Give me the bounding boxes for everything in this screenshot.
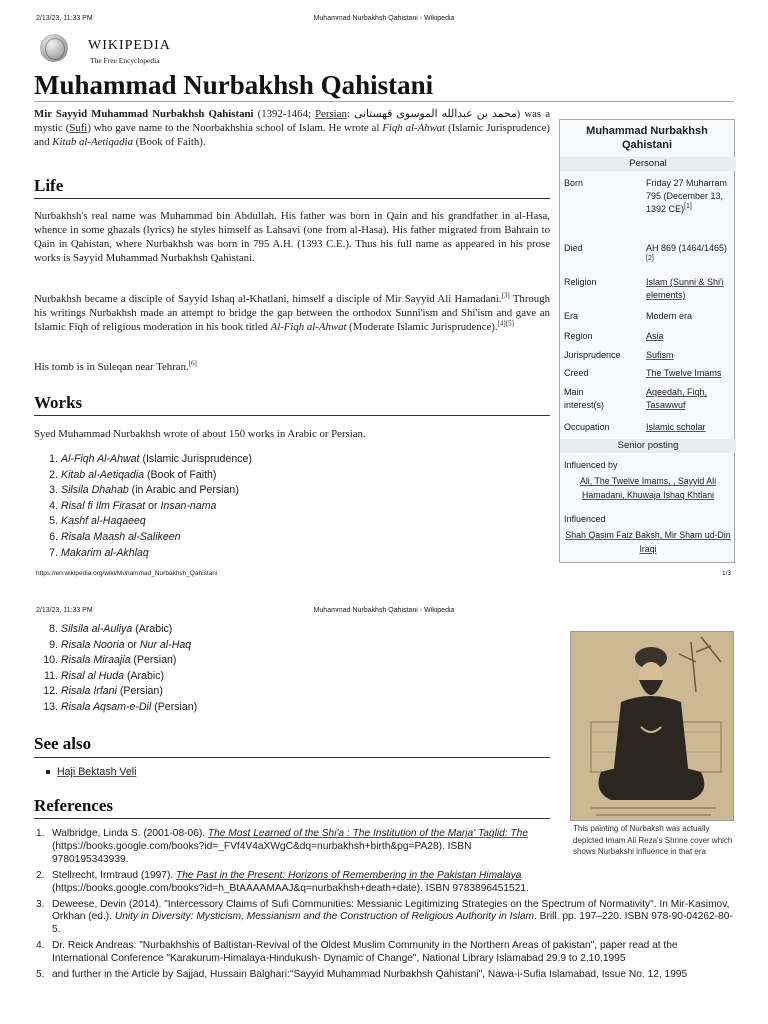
ref-number: 3. xyxy=(36,898,45,910)
died-value: AH 869 (1464/1465) xyxy=(646,243,728,253)
nurbakhsh-painting[interactable] xyxy=(570,631,734,821)
fiqh-title: Al-Fiqh al-Ahwat xyxy=(270,321,347,333)
life-paragraph-3 xyxy=(34,360,550,374)
lead-paragraph xyxy=(34,107,550,149)
infobox-label: Religion xyxy=(564,277,597,287)
sufi-link[interactable]: Sufi xyxy=(69,122,88,134)
works-item xyxy=(40,452,252,468)
lead-text: ) was a mystic ( xyxy=(34,108,551,134)
ref-book-link[interactable]: The Past in the Present: Horizons of Remembering in the Pakistan Himalaya xyxy=(176,869,522,881)
ref-book-title: Unity in Diversity: Mysticism, Messianism and the Construction of Religious Authority in Islam xyxy=(114,911,535,923)
work-note: (in Arabic and Persian) xyxy=(128,484,239,497)
wikipedia-globe-icon xyxy=(40,34,68,62)
ref-book-link[interactable]: The Most Learned of the Shi'a : The Institution of the Marja' Taqlid: The xyxy=(207,828,528,839)
painting-caption: This painting of Nurbaksh was actually depicted Imam Ali Reza's Shrine cover which shows Nurbakshi influence in that era xyxy=(573,824,733,856)
works-item xyxy=(40,483,252,499)
painting-illustration xyxy=(571,632,734,821)
work-title: Silsila al-Auliya xyxy=(61,623,133,635)
work-title: Risal al Huda xyxy=(61,669,125,682)
works-list-page2 xyxy=(40,622,197,716)
lead-text: (Islamic Jurisprudence) and xyxy=(34,122,550,148)
work-title: Nur al-Haq xyxy=(139,638,192,651)
infobox-title: Muhammad Nurbakhsh Qahistani xyxy=(586,125,708,151)
life-paragraph-1: Nurbakhsh's real name was Muhammad bin Abdullah. His father was born in Qain and his grandfather in al-Hasa, whence in some ghazals (lyrics) he styles himself as Lahsavi (one from al-Hasa). His father migrated from Bahrain to Qain in Qahistan, where Nurbakhsh was born in 795 A.H. (1393 C.E.). Thus his full name as appeared in his prose works is Sayyid Muhammad Nurbakhsh Qahistani. xyxy=(34,210,550,264)
item-number: 1. xyxy=(49,453,58,465)
sufism-link[interactable]: Sufism xyxy=(646,350,674,360)
life-text: (Moderate Islamic Jurisprudence). xyxy=(346,321,498,333)
influenced-by-links[interactable]: Ali, The Twelve Imams, , Sayyid Ali Hamadani, Khuwaja Ishaq Khtlani xyxy=(579,476,717,500)
citation-1[interactable]: [1] xyxy=(684,203,692,210)
works-item xyxy=(40,468,252,484)
work-title: Kashf al-Haqaeeq xyxy=(61,515,146,528)
religion-link[interactable]: Islam (Sunni & Shi'i elements) xyxy=(646,277,724,300)
item-number: 5. xyxy=(49,515,58,528)
work-note: (Islamic Jurisprudence) xyxy=(139,453,252,465)
kitab-title: Kitab al-Aetiqadia xyxy=(52,136,133,148)
infobox-label: Occupation xyxy=(564,422,610,432)
works-item xyxy=(40,653,197,669)
work-note: (Persian) xyxy=(116,685,163,698)
bullet-icon xyxy=(46,770,50,774)
work-note: (Persian) xyxy=(151,700,198,713)
work-title: Risala Miraajia xyxy=(61,654,131,667)
print-date: 2/13/23, 11:33 PM xyxy=(36,607,93,614)
infobox-label: Region xyxy=(564,331,593,341)
works-item xyxy=(40,669,197,685)
work-note: or xyxy=(124,638,140,651)
works-item xyxy=(40,684,197,700)
infobox-section-senior: Senior posting xyxy=(560,439,736,453)
work-title: Risala Maash al-Salikeen xyxy=(61,530,181,543)
reference-item xyxy=(36,870,550,896)
item-number: 3. xyxy=(49,484,58,497)
infobox-label: Born xyxy=(564,178,584,188)
print-doc-title: Muhammad Nurbakhsh Qahistani - Wikipedia xyxy=(313,15,455,22)
print-date: 2/13/23, 11:33 PM xyxy=(36,15,93,22)
ref-text: . Brill. pp. 197–220. ISBN 978-90-04262-80-5. xyxy=(52,911,733,936)
work-note: (Book of Faith) xyxy=(144,468,217,481)
work-title: Risal fi Ilm Firasat xyxy=(61,499,146,512)
life-paragraph-2 xyxy=(34,292,550,334)
influenced-links[interactable]: Shah Qasim Faiz Baksh, Mir Sham ud-Din Iraqi xyxy=(565,530,731,554)
life-text: Nurbakhsh became a disciple of Sayyid Ishaq al-Khatlani, himself a disciple of Mir Sayyid Ali Hamadani. xyxy=(34,293,502,305)
section-heading-works: Works xyxy=(34,393,83,412)
item-number: 11. xyxy=(44,669,58,682)
infobox-label-influenced-by: Influenced by xyxy=(564,460,618,470)
works-divider xyxy=(34,415,550,416)
item-number: 7. xyxy=(49,546,58,559)
works-intro: Syed Muhammad Nurbakhsh wrote of about 150 works in Arabic or Persian. xyxy=(34,428,366,440)
ref-text: Dr. Reick Andreas: "Nurbakhshis of Baltistan-Revival of the Oldest Muslim Community in the Northern Areas of pakistan", paper read at the International Conference "Karakurum-Himalaya-Hindukush- Dynamic of Change", National Library Islamabad 29.9 to 2.10.1995 xyxy=(52,940,678,965)
ref-number: 1. xyxy=(36,828,45,839)
life-divider xyxy=(34,198,550,199)
life-text: His tomb is in Suleqan near Tehran. xyxy=(34,361,189,373)
references-divider xyxy=(34,818,550,819)
work-title: Risala Nooria xyxy=(61,638,125,651)
infobox-value xyxy=(646,177,734,216)
see-also-divider xyxy=(34,757,550,758)
citation-4-5[interactable]: [4][5] xyxy=(497,319,514,328)
infobox-value xyxy=(646,242,734,268)
reference-item xyxy=(36,899,736,938)
scholar-link[interactable]: Islamic scholar xyxy=(646,422,706,432)
reference-item xyxy=(36,828,550,867)
works-item xyxy=(40,514,252,530)
section-heading-life: Life xyxy=(34,176,64,195)
title-divider xyxy=(34,101,734,102)
work-title: Kitab al-Aetiqadia xyxy=(61,468,145,481)
item-number: 6. xyxy=(49,530,58,543)
ref-number: 4. xyxy=(36,940,45,952)
citation-6[interactable]: [6] xyxy=(188,359,197,368)
work-title: Silsila Dhahab xyxy=(61,484,129,497)
work-note: or xyxy=(145,499,161,512)
work-title: Risala Aqsam-e-Dil xyxy=(61,700,152,713)
life-text: Through his writings Nurbakhsh made an attempt to bridge the gap between the orthodox Sunni'ism and Shi'ism and gave an Islamic Fiqh of religious moderation in his book titled xyxy=(34,293,551,333)
persian-link[interactable]: Persian xyxy=(315,108,347,120)
infobox xyxy=(559,119,735,563)
infobox-label: Died xyxy=(564,243,583,253)
region-link[interactable]: Asia xyxy=(646,331,664,341)
item-number: 12. xyxy=(43,685,58,698)
infobox-section-personal: Personal xyxy=(560,157,736,171)
work-note: (Arabic) xyxy=(124,669,165,682)
work-title: Makarim al-Akhlaq xyxy=(61,546,149,559)
references-list xyxy=(36,828,736,985)
lead-text: ) who gave name to the Noorbakhshia school of Islam. He wrote al xyxy=(87,122,383,134)
twelve-imams-link[interactable]: The Twelve Imams xyxy=(646,368,722,378)
wikipedia-tagline: The Free Encyclopedia xyxy=(90,56,160,65)
citation-2[interactable]: [2] xyxy=(646,255,654,262)
item-number: 4. xyxy=(49,499,58,512)
infobox-label: Era xyxy=(564,311,579,321)
infobox-label: Jurisprudence xyxy=(564,350,621,360)
wikipedia-wordmark: WIKIPEDIA xyxy=(88,38,171,53)
ref-text: (https://books.google.com/books?id=h_BtAAAAMAAJ&q=nurbakhsh+death+date). ISBN 9783896451521. xyxy=(52,882,529,894)
wikipedia-logo[interactable] xyxy=(34,34,84,68)
interests-link[interactable]: Aqeedah, Fiqh, Tasawwuf xyxy=(646,387,708,410)
works-list-page1 xyxy=(40,452,252,561)
page-title: Muhammad Nurbakhsh Qahistani xyxy=(34,70,434,100)
works-item xyxy=(40,622,197,638)
work-note: (Arabic) xyxy=(132,623,173,635)
era-value: Modern era xyxy=(646,311,693,321)
print-doc-title: Muhammad Nurbakhsh Qahistani - Wikipedia xyxy=(313,607,455,614)
item-number: 2. xyxy=(49,468,58,481)
lead-text: (Book of Faith). xyxy=(132,136,206,148)
lead-name: Mir Sayyid Muhammad Nurbakhsh Qahistani xyxy=(34,108,254,120)
works-item xyxy=(40,546,252,562)
item-number: 8. xyxy=(49,623,58,635)
infobox-label: Creed xyxy=(564,368,589,378)
works-item xyxy=(40,530,252,546)
ref-text: Walbridge, Linda S. (2001-08-06). xyxy=(52,828,208,839)
item-number: 10. xyxy=(43,654,58,667)
print-footer-url: https://en.wikipedia.org/wiki/Muhammad_Nurbakhsh_Qahistani xyxy=(36,570,218,577)
work-note: (Persian) xyxy=(130,654,177,667)
persian-script: : محمد بن عبدالله الموسوی قهستانی xyxy=(346,108,517,120)
ref-text: and further in the Article by Sajjad, Hussain Balghari:"Sayyid Muhammad Nurbakhsh Qahistani", Nawa-i-Sufia Islamabad, Issue No. 12, 1995 xyxy=(52,969,688,981)
section-heading-see-also: See also xyxy=(34,734,92,753)
infobox-label: Main interest(s) xyxy=(564,387,605,410)
works-item xyxy=(40,700,197,716)
born-value: Friday 27 Muharram 795 (December 13, 1392 CE) xyxy=(646,178,728,214)
work-title: Al-Fiqh Al-Ahwat xyxy=(61,453,140,465)
work-title: Insan-nama xyxy=(160,499,217,512)
reference-item xyxy=(36,940,736,966)
ref-text: Stellrecht, Irmtraud (1997). xyxy=(52,869,176,881)
ref-text: (https://books.google.com/books?id=_FVf4V4aXWgC&dq=nurbakhsh+birth&pg=PA28). ISBN 9780195343939. xyxy=(52,840,472,865)
see-also-item xyxy=(46,766,137,778)
ref-text: Deweese, Devin (2014). "Intercessory Claims of Sufi Communities: Messianic Legitimizing Strategies on the Spectrum of Normativity". In Mir-Kasimov, Orkhan (ed.). xyxy=(52,898,730,923)
section-heading-references: References xyxy=(34,796,113,815)
item-number: 13. xyxy=(43,700,58,713)
infobox-label-influenced: Influenced xyxy=(564,514,606,524)
reference-item xyxy=(36,969,736,982)
ref-number: 2. xyxy=(36,869,45,881)
item-number: 9. xyxy=(49,638,58,651)
fiqh-title: Fiqh al-Ahwat xyxy=(382,122,446,134)
works-item xyxy=(40,499,252,515)
work-title: Risala Irfani xyxy=(61,685,117,698)
citation-3[interactable]: [3] xyxy=(501,291,510,300)
ref-number: 5. xyxy=(36,969,45,981)
works-item xyxy=(40,638,197,654)
haji-bektash-link[interactable]: Haji Bektash Veli xyxy=(57,766,137,778)
print-footer-page: 1/3 xyxy=(722,570,732,577)
lead-text: (1392-1464; xyxy=(253,108,316,120)
